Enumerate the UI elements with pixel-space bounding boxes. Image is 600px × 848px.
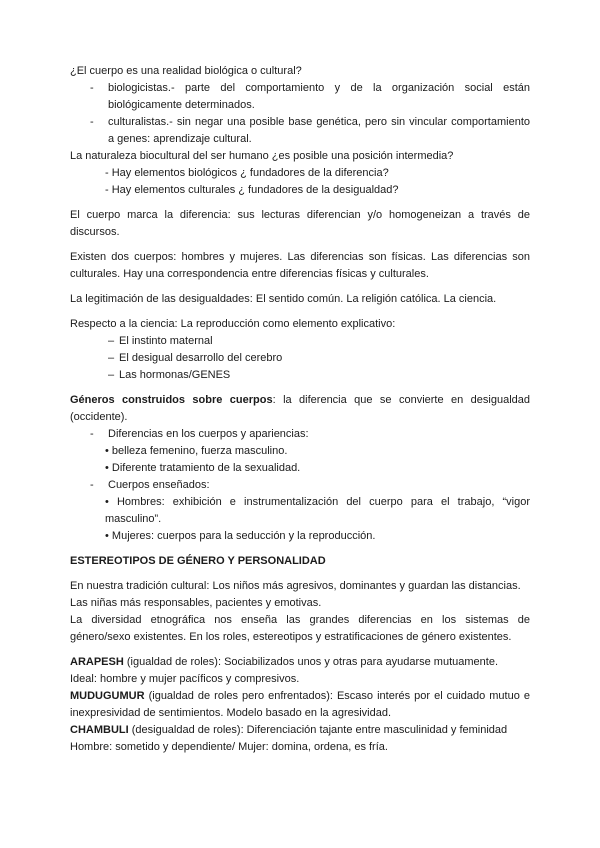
ciencia-intro: Respecto a la ciencia: La reproducción como elemento explicativo: (70, 318, 396, 330)
sub-question-biologicos: - Hay elementos biológicos ¿ fundadores de la diferencia? (105, 167, 389, 179)
naturaleza-question: La naturaleza biocultural del ser humano ¿es posible una posición intermedia? (70, 150, 454, 162)
bullet-item-biologicistas (70, 80, 530, 114)
dash-marker: - (90, 116, 94, 128)
endash-marker: – (108, 352, 115, 364)
bullet-item-cuerpos-ensenados: - Cuerpos enseñados: (70, 477, 530, 494)
bullet-item-diferencias: - Diferencias en los cuerpos y apariencias: (70, 426, 530, 443)
section-heading: ESTEREOTIPOS DE GÉNERO Y PERSONALIDAD (70, 555, 326, 567)
paragraph-tradicion: En nuestra tradición cultural: Los niños más agresivos, dominantes y guardan las distancias. Las niñas más responsables, pacientes y emotivas. (70, 580, 521, 609)
section-ciencia (70, 316, 530, 384)
sub-bullet-sexualidad: • Diferente tratamiento de la sexualidad. (105, 462, 301, 474)
tribe-arapesh: ARAPESH (igualdad de roles): Sociabilizados unos y otras para ayudarse mutuamente. Ideal: hombre y mujer pacíficos y compresivos. (70, 656, 499, 685)
section-cuerpo-realidad (70, 63, 530, 199)
tribe-mudugumur: MUDUGUMUR (igualdad de roles pero enfrentados): Escaso interés por el cuidado mutuo e inexpresividad de sentimientos. Modelo basado en la agresividad. (70, 690, 530, 719)
sub-bullet-belleza: • belleza femenino, fuerza masculino. (105, 445, 288, 457)
tribe-name: MUDUGUMUR (70, 690, 145, 702)
tribe-name: CHAMBULI (70, 724, 129, 736)
bullet-text: culturalistas.- sin negar una posible base genética, pero sin vincular comportamiento a genes: aprendizaje cultural. (108, 116, 530, 145)
paragraph-diversidad: La diversidad etnográfica nos enseña las grandes diferencias en los sistemas de género/sexo existentes. En los roles, estereotipos y estratificaciones de género existentes. (70, 614, 530, 643)
list-item-cerebro: – El desigual desarrollo del cerebro (70, 350, 530, 367)
tribe-name: ARAPESH (70, 656, 124, 668)
endash-marker: – (108, 369, 115, 381)
section-estereotipos (70, 553, 530, 570)
section-generos (70, 392, 530, 545)
dash-marker: - (90, 479, 94, 491)
dash-marker: - (90, 82, 94, 94)
sub-question-culturales: - Hay elementos culturales ¿ fundadores de la desigualdad? (105, 184, 399, 196)
bullet-item-culturalistas (70, 114, 530, 148)
endash-marker: – (108, 335, 115, 347)
tribe-chambuli: CHAMBULI (desigualdad de roles): Diferenciación tajante entre masculinidad y feminidad Hombre: sometido y dependiente/ Mujer: domina, ordena, es fría. (70, 724, 508, 753)
section-tribus (70, 654, 530, 756)
sub-bullet-mujeres: • Mujeres: cuerpos para la seducción y la reproducción. (105, 530, 376, 542)
opening-question: ¿El cuerpo es una realidad biológica o cultural? (70, 65, 302, 77)
generos-title-bold: Géneros construidos sobre cuerpos (70, 394, 273, 406)
generos-title-paragraph: Géneros construidos sobre cuerpos: la diferencia que se convierte en desigualdad (occidente). (70, 394, 531, 423)
list-item-instinto: – El instinto maternal (70, 333, 530, 350)
paragraph-legitimacion: La legitimación de las desigualdades: El sentido común. La religión católica. La ciencia. (70, 293, 497, 305)
sub-bullet-hombres: • Hombres: exhibición e instrumentalización del cuerpo para el trabajo, “vigor masculino”. (105, 496, 530, 525)
paragraphs-tradicion-diversidad (70, 578, 530, 646)
list-item-hormonas: – Las hormonas/GENES (70, 367, 530, 384)
paragraph-cuerpo-marca: El cuerpo marca la diferencia: sus lecturas diferencian y/o homogeneizan a través de discursos. (70, 209, 530, 238)
bullet-text: biologicistas.- parte del comportamiento y de la organización social están biológicamente determinados. (108, 82, 530, 111)
dash-marker: - (90, 428, 94, 440)
paragraph-dos-cuerpos: Existen dos cuerpos: hombres y mujeres. Las diferencias son físicas. Las diferencias son culturales. Hay una correspondencia entre diferencias físicas y culturales. (70, 251, 530, 280)
